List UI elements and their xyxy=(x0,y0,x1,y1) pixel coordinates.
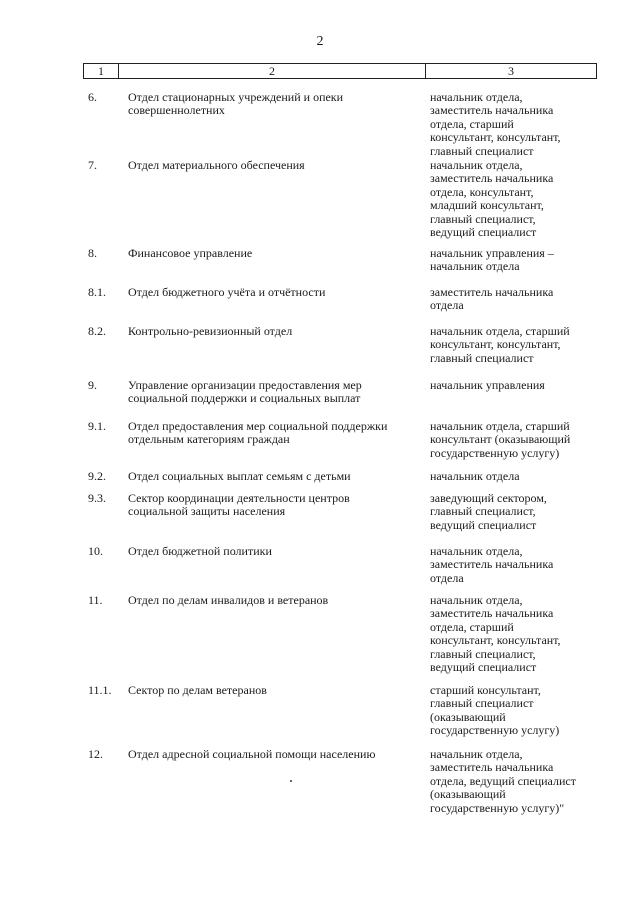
position-line: государственную услугу) xyxy=(430,445,560,460)
position-line: начальник отдела, старший xyxy=(430,419,570,433)
position-line: начальник отдела, xyxy=(430,544,523,558)
position-line: консультант, консультант, xyxy=(430,633,561,648)
column-header-2: 2 xyxy=(119,64,426,79)
item-number: 9.2. xyxy=(88,469,106,483)
position-line: консультант, консультант, xyxy=(430,130,561,145)
column-header-3: 3 xyxy=(426,64,597,79)
position-line: младший консультант, xyxy=(430,198,544,213)
item-number: 10. xyxy=(88,544,103,558)
position-line: заместитель начальника xyxy=(430,285,554,299)
positions xyxy=(430,247,600,274)
item-number: 11.1. xyxy=(88,683,112,697)
item-number: 8. xyxy=(88,246,97,260)
positions xyxy=(430,159,600,239)
positions xyxy=(430,379,600,392)
department-name-line: Контрольно-ревизионный отдел xyxy=(128,324,293,338)
position-line: начальник отдела, xyxy=(430,90,523,104)
position-line: заместитель начальника xyxy=(430,103,554,118)
position-line: отдела xyxy=(430,570,464,585)
position-line: старший консультант, xyxy=(430,683,541,697)
position-line: начальник управления – xyxy=(430,246,554,260)
item-number: 7. xyxy=(88,158,97,172)
positions xyxy=(430,325,600,365)
position-line: отдела, старший xyxy=(430,619,514,634)
item-number: 9.1. xyxy=(88,419,106,433)
position-line: начальник управления xyxy=(430,378,545,392)
position-line: (оказывающий xyxy=(430,787,506,802)
department-name-line: Отдел бюджетной политики xyxy=(128,544,272,558)
positions xyxy=(430,594,600,674)
department-name xyxy=(128,286,410,299)
department-name xyxy=(128,545,410,558)
item-number: 6. xyxy=(88,90,97,104)
department-name-line: Сектор по делам ветеранов xyxy=(128,683,267,697)
page-number: 2 xyxy=(316,34,324,49)
department-name-line: Финансовое управление xyxy=(128,246,253,260)
positions xyxy=(430,286,600,313)
position-line: отдела, консультант, xyxy=(430,184,534,199)
position-line: (оказывающий xyxy=(430,709,506,724)
position-line: заведующий сектором, xyxy=(430,491,547,505)
position-line: ведущий специалист xyxy=(430,660,537,675)
item-number: 9.3. xyxy=(88,491,106,505)
department-name xyxy=(128,159,410,172)
department-name xyxy=(128,91,410,118)
positions xyxy=(430,91,600,158)
department-name xyxy=(128,247,410,260)
position-line: государственную услугу) xyxy=(430,723,560,738)
department-name xyxy=(128,325,410,338)
department-name-line: Отдел социальных выплат семьям с детьми xyxy=(128,469,351,483)
position-line: ведущий специалист xyxy=(430,517,537,532)
position-line: главный специалист, xyxy=(430,211,536,226)
position-line: начальник отдела, xyxy=(430,747,523,761)
position-line: главный специалист, xyxy=(430,646,536,661)
position-line: заместитель начальника xyxy=(430,760,554,775)
positions xyxy=(430,684,600,738)
position-line: заместитель начальника xyxy=(430,606,554,621)
department-name-line: Отдел стационарных учреждений и опеки xyxy=(128,90,344,104)
item-number: 8.2. xyxy=(88,324,106,338)
position-line: начальник отдела, старший xyxy=(430,324,570,338)
item-number: 8.1. xyxy=(88,285,106,299)
department-name-line: Отдел по делам инвалидов и ветеранов xyxy=(128,593,329,607)
positions xyxy=(430,545,600,585)
positions xyxy=(430,492,600,532)
column-header-1: 1 xyxy=(84,64,119,79)
column-header-table xyxy=(83,63,597,79)
item-number: 11. xyxy=(88,593,103,607)
department-name xyxy=(128,470,410,483)
positions xyxy=(430,470,600,483)
position-line: заместитель начальника xyxy=(430,171,554,186)
position-line: ведущий специалист xyxy=(430,225,537,240)
position-line: начальник отдела, xyxy=(430,593,523,607)
scan-speck xyxy=(290,780,292,782)
position-line: отдела, старший xyxy=(430,116,514,131)
position-line: главный специалист xyxy=(430,350,534,365)
department-name xyxy=(128,379,410,406)
department-name xyxy=(128,594,410,607)
department-name-line: совершеннолетних xyxy=(128,103,225,118)
position-line: главный специалист xyxy=(430,696,534,711)
positions xyxy=(430,420,600,460)
positions xyxy=(430,748,600,815)
department-name xyxy=(128,420,410,447)
department-name xyxy=(128,492,410,519)
department-name-line: Управление организации предоставления мер xyxy=(128,378,362,392)
position-line: заместитель начальника xyxy=(430,557,554,572)
item-number: 12. xyxy=(88,747,103,761)
position-line: начальник отдела, xyxy=(430,158,523,172)
position-line: главный специалист xyxy=(430,143,534,158)
department-name-line: Отдел предоставления мер социальной поддержки xyxy=(128,419,388,433)
department-name-line: социальной поддержки и социальных выплат xyxy=(128,391,361,406)
position-line: главный специалист, xyxy=(430,504,536,519)
position-line: отдела, ведущий специалист xyxy=(430,773,576,788)
department-name-line: отдельным категориям граждан xyxy=(128,432,290,447)
department-name xyxy=(128,748,410,761)
position-line: консультант (оказывающий xyxy=(430,432,571,447)
department-name-line: социальной защиты населения xyxy=(128,504,286,519)
position-line: начальник отдела xyxy=(430,259,520,274)
position-line: государственную услугу)" xyxy=(430,800,565,815)
department-name-line: Отдел материального обеспечения xyxy=(128,158,305,172)
item-number: 9. xyxy=(88,378,97,392)
department-name-line: Отдел бюджетного учёта и отчётности xyxy=(128,285,326,299)
department-name-line: Сектор координации деятельности центров xyxy=(128,491,350,505)
position-line: начальник отдела xyxy=(430,469,520,483)
position-line: отдела xyxy=(430,298,464,313)
department-name-line: Отдел адресной социальной помощи населению xyxy=(128,747,376,761)
position-line: консультант, консультант, xyxy=(430,337,561,352)
department-name xyxy=(128,684,410,697)
